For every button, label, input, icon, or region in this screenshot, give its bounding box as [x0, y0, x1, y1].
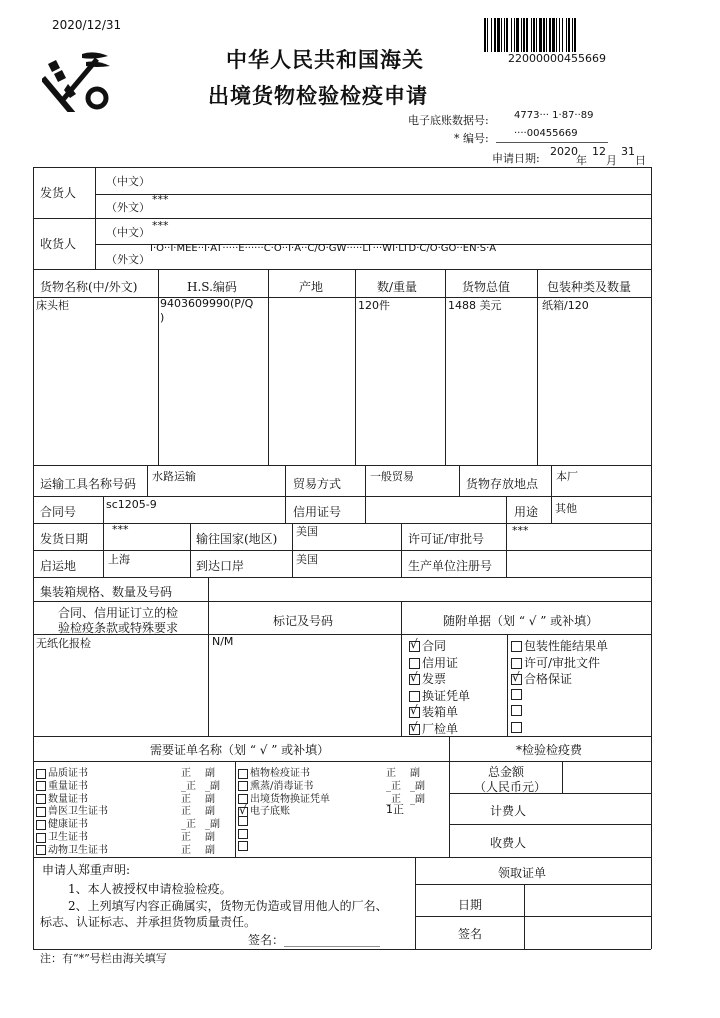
terms-value: 无纸化报检: [36, 637, 91, 650]
attached-doc-item[interactable]: [409, 654, 458, 671]
print-date: 2020/12/31: [52, 18, 122, 32]
cert-label: 动物卫生证书: [48, 844, 108, 856]
barcode-bar: [504, 18, 505, 52]
cert-copy-count: _副: [410, 780, 425, 792]
doc-checkbox[interactable]: [511, 689, 522, 700]
apply-month: 12: [592, 145, 606, 158]
doc-checkbox[interactable]: [511, 674, 522, 685]
qty-value: 120件: [358, 299, 390, 312]
arrive-label: 到达口岸: [196, 559, 245, 573]
barcode-bar: [549, 18, 551, 52]
doc-checkbox[interactable]: [409, 658, 420, 669]
serial-value: ····00455669: [514, 128, 578, 139]
attached-doc-item[interactable]: [409, 687, 470, 704]
barcode-bar: [491, 18, 492, 52]
license-label: 许可证/审批号: [408, 532, 485, 546]
attached-doc-item[interactable]: [511, 637, 608, 654]
barcode: [484, 18, 654, 52]
contract-value: sc1205-9: [106, 498, 157, 511]
declaration-line2a: 2、上列填写内容正确属实，货物无伪造或冒用他人的厂名、: [68, 899, 388, 913]
cert-header: 需要证单名称（划 “ √ ” 或补填）: [150, 743, 330, 757]
barcode-bar: [523, 18, 525, 52]
barcode-bar: [506, 18, 508, 52]
barcode-bar: [521, 18, 522, 52]
barcode-bar: [572, 18, 573, 52]
vehicle-value: 水路运输: [152, 470, 196, 483]
cert-label: 电子底账: [250, 806, 290, 818]
goods-name-header: 货物名称(中/外文): [40, 280, 138, 294]
attached-doc-item[interactable]: [511, 720, 524, 734]
cert-original-count: 正: [181, 768, 191, 779]
year-char: 年: [576, 154, 587, 167]
depart-value: 上海: [108, 553, 130, 566]
cert-original-count: _正: [181, 819, 196, 831]
cert-label: 健康证书: [48, 819, 88, 831]
e-account-label: 电子底账数据号:: [408, 114, 489, 127]
cert-copy-count: _副: [410, 793, 425, 805]
barcode-bar: [562, 18, 563, 52]
serial-label: * 编号:: [454, 132, 489, 145]
cert-label: 出境货物换证凭单: [250, 793, 330, 805]
barcode-bar: [514, 18, 515, 52]
barcode-bar: [526, 18, 528, 52]
cert-label: 数量证书: [48, 793, 88, 805]
certificate-item[interactable]: [238, 828, 250, 839]
barcode-bar: [546, 18, 547, 52]
producer-label: 生产单位注册号: [408, 559, 493, 573]
cert-copy-count: 副: [410, 768, 420, 779]
doc-label: 合格保证: [524, 672, 573, 686]
cert-label: 重量证书: [48, 780, 88, 792]
dest-country-label: 输往国家(地区): [196, 532, 278, 546]
shipper-foreign-label: （外文）: [106, 201, 150, 214]
use-value: 其他: [555, 502, 577, 515]
barcode-number: 22000000455669: [508, 52, 606, 65]
origin-header: 产地: [299, 280, 324, 294]
receipt-sign-label: 签名: [458, 927, 483, 941]
use-label: 用途: [514, 505, 539, 519]
attached-doc-item[interactable]: [409, 670, 446, 687]
value-header: 货物总值: [462, 280, 511, 294]
footnote: 注：有“*”号栏由海关填写: [40, 952, 167, 965]
hs-value-line2: ): [160, 311, 165, 324]
hs-value-line1: 9403609990(P/Q: [160, 297, 254, 310]
cert-copy-count: _副: [205, 780, 220, 792]
apply-date-label: 申请日期:: [492, 152, 540, 165]
marks-label: 标记及号码: [273, 614, 334, 628]
doc-label: 发票: [422, 672, 447, 686]
e-account-value: 4773··· 1·87··89: [514, 110, 594, 121]
pack-header: 包装种类及数量: [547, 280, 632, 294]
doc-label: 合同: [422, 639, 447, 653]
form-subtitle: 出境货物检验检疫申请: [208, 84, 428, 108]
collect-person-label: 收费人: [490, 836, 527, 850]
qty-header: 数/重量: [377, 280, 418, 294]
arrive-value: 美国: [296, 553, 318, 566]
barcode-bar: [574, 18, 576, 52]
barcode-bar: [559, 18, 560, 52]
barcode-bar: [556, 18, 557, 52]
total-amount-label: 总金额: [488, 765, 525, 779]
fee-header: *检验检疫费: [516, 743, 583, 757]
apply-day: 31: [621, 145, 635, 158]
doc-label: 装箱单: [422, 705, 459, 719]
applicant-signature[interactable]: 签名：________________: [248, 933, 381, 947]
cert-original-count: _正: [181, 780, 196, 792]
cert-label: 植物检疫证书: [250, 768, 310, 779]
doc-checkbox[interactable]: [409, 691, 420, 702]
cert-original-count: _正: [386, 780, 401, 792]
barcode-bar: [531, 18, 532, 52]
doc-checkbox[interactable]: [409, 674, 420, 685]
doc-label: 许可/审批文件: [524, 655, 601, 670]
barcode-bar: [539, 18, 542, 52]
barcode-bar: [487, 18, 488, 52]
hs-header: H.S.编码: [187, 280, 237, 294]
cert-copy-count: 副: [205, 832, 215, 843]
consignee-cn-label: （中文）: [106, 226, 150, 239]
barcode-bar: [494, 18, 496, 52]
calc-person-label: 计费人: [490, 804, 527, 818]
terms-label-line2: 验检疫条款或特殊要求: [58, 621, 179, 635]
barcode-bar: [566, 18, 567, 52]
day-char: 日: [635, 154, 646, 167]
terms-label-line1: 合同、信用证订立的检: [58, 606, 179, 620]
cert-copy-count: 副: [205, 806, 215, 818]
cert-checkbox[interactable]: [36, 845, 46, 855]
doc-label: 换证凭单: [422, 688, 471, 703]
contract-label: 合同号: [40, 505, 77, 519]
attached-doc-item[interactable]: [409, 720, 458, 737]
customs-emblem-icon: [42, 50, 114, 112]
attached-doc-item[interactable]: [511, 654, 600, 671]
cert-label: 卫生证书: [48, 832, 88, 843]
shipper-cn-label: （中文）: [106, 175, 150, 188]
cert-original-count: 正: [386, 768, 396, 779]
cert-original-count: 正: [181, 806, 191, 818]
trade-label: 贸易方式: [293, 477, 342, 491]
consignee-label: 收货人: [40, 237, 77, 251]
vehicle-label: 运输工具名称号码: [40, 477, 137, 491]
marks-value: N/M: [212, 635, 234, 648]
doc-checkbox[interactable]: [511, 705, 522, 716]
trade-value: 一般贸易: [370, 470, 414, 483]
license-value: ***: [512, 524, 529, 537]
cert-checkbox[interactable]: [238, 816, 248, 826]
barcode-bar: [552, 18, 555, 52]
lc-label: 信用证号: [293, 505, 342, 519]
month-char: 月: [606, 154, 617, 167]
e-copy-count: 1正: [386, 803, 404, 816]
storage-value: 本厂: [556, 470, 578, 483]
total-amount-unit: （人民币元）: [474, 780, 547, 794]
cert-copy-count: 副: [205, 768, 215, 779]
certificate-item[interactable]: [238, 841, 250, 852]
barcode-bar: [497, 18, 500, 52]
attached-doc-item[interactable]: [511, 687, 524, 701]
doc-label: 信用证: [422, 655, 459, 670]
shipper-foreign-value: ***: [152, 193, 169, 206]
declaration-title: 申请人郑重声明:: [42, 863, 131, 877]
receipt-date-label: 日期: [458, 898, 483, 912]
barcode-bar: [511, 18, 512, 52]
doc-checkbox[interactable]: [511, 641, 522, 652]
declaration-line1: 1、本人被授权申请检验检疫。: [68, 882, 232, 896]
certificate-item[interactable]: [238, 815, 250, 826]
doc-checkbox[interactable]: [409, 724, 420, 735]
barcode-bar: [533, 18, 535, 52]
consignee-foreign-label: （外文）: [106, 253, 150, 266]
attached-doc-item[interactable]: [409, 637, 446, 654]
doc-checkbox[interactable]: [511, 658, 522, 669]
goods-name-value: 床头柜: [36, 299, 69, 312]
cert-label: 品质证书: [48, 768, 88, 779]
cert-original-count: 正: [181, 844, 191, 856]
cert-checkbox[interactable]: [238, 829, 248, 839]
dest-country-value: 美国: [296, 525, 318, 538]
barcode-bar: [484, 18, 486, 52]
form-title: 中华人民共和国海关: [226, 48, 424, 72]
shipper-label: 发货人: [40, 186, 77, 200]
barcode-bar: [543, 18, 545, 52]
ship-date-label: 发货日期: [40, 532, 89, 546]
doc-checkbox[interactable]: [409, 641, 420, 652]
cert-label: 熏蒸/消毒证书: [250, 780, 314, 792]
cert-label: 兽医卫生证书: [48, 806, 108, 818]
cert-original-count: 正: [181, 793, 191, 805]
receipt-title: 领取证单: [498, 866, 547, 880]
barcode-bar: [516, 18, 519, 52]
depart-label: 启运地: [40, 559, 77, 573]
doc-checkbox[interactable]: [409, 707, 420, 718]
cert-original-count: _正: [386, 793, 401, 805]
doc-checkbox[interactable]: [511, 722, 522, 733]
doc-label: 包装性能结果单: [524, 639, 609, 653]
docs-label: 随附单据（划 “ √ ” 或补填）: [443, 614, 599, 628]
certificate-item[interactable]: [36, 841, 108, 856]
cert-copy-count: 副: [205, 793, 215, 805]
cert-copy-count: _副: [205, 819, 220, 831]
doc-label: 厂检单: [422, 721, 459, 736]
barcode-bar: [536, 18, 537, 52]
cert-copy-count: 副: [205, 844, 215, 856]
pack-value: 纸箱/120: [542, 299, 589, 312]
attached-doc-item[interactable]: [511, 670, 572, 687]
apply-year: 2020: [550, 145, 578, 158]
ship-date-value: ***: [112, 523, 129, 536]
barcode-bar: [568, 18, 570, 52]
cert-checkbox[interactable]: [238, 841, 248, 851]
consignee-cn-value: ***: [152, 219, 169, 232]
attached-doc-item[interactable]: [409, 703, 458, 720]
cert-original-count: 正: [181, 832, 191, 843]
container-label: 集装箱规格、数量及号码: [40, 585, 173, 599]
declaration-line2b: 标志、认证标志、并承担货物质量责任。: [40, 915, 257, 929]
value-value: 1488 美元: [448, 299, 502, 312]
attached-doc-item[interactable]: [511, 703, 524, 717]
storage-label: 货物存放地点: [466, 477, 539, 491]
consignee-foreign-value: I·O··I·MEE··I·AT·····E······C·O··I·A··C/O·GW·····LT···WI·LTD·C/O·GO··EN·S·A: [150, 243, 497, 254]
barcode-bar: [501, 18, 502, 52]
